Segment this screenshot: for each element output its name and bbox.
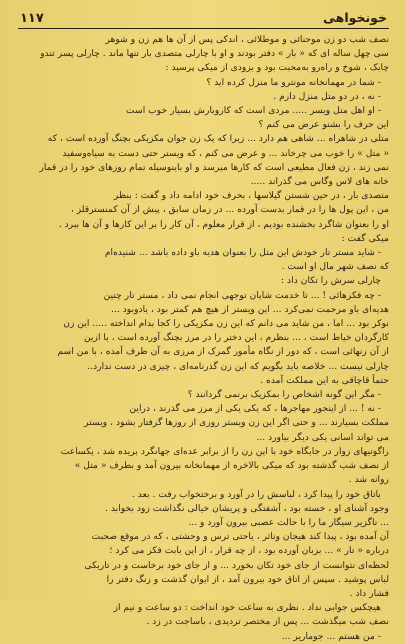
text-line: درباره « تار » ... بزبان آورده بود ، از چه قرار ، از این بابت فکر می کرد ؛ [109, 545, 389, 557]
text-line: هدیه‌ای باو مرحمت نمی‌کرد ... این ویستر از هیچ هم کمتر بود ، یادوبود ... [111, 303, 389, 315]
text-line: « متل » را خوب می چرخاند ... و عرض می کنم ، که ویستر حتی دست به سیاه‌وسفید [62, 147, 389, 159]
text-line: چابک ، شوخ و راه‌رو به‌محبت بود و بزودی از میکی پرسید : [165, 62, 389, 74]
text-line: - شاید مستر تار خودش این متل را بعنوان هدیه باو داده باشد ... شنیده‌ام [104, 247, 381, 259]
text-line: از نصف شب گذشته بود که میکی بالاخره از مهمانخانه بیرون آمد و بطرف « متل » [74, 460, 389, 472]
page-header [18, 6, 389, 29]
text-line: آن آمده بود ، پیدا کند هیجان وناثر ، یاحتی ترس و وحشتی ، که در موقع صحبت [91, 531, 389, 543]
text-line: - نه ، در دو متل منزل دارم . [273, 90, 381, 102]
text-line: این حرف را بشنو عرض می کنم ؟ [258, 119, 389, 131]
text-line: حتماً قاچاقی به این مملکت آمده . [260, 374, 389, 386]
text-line: - شما در مهمانخانه مونترو ما منزل کرده اید ؟ [206, 76, 381, 88]
text-line: وجود آشنای او ، خسته بود ، آشفتگی و پریشان خیالی نگذاشت زود بخوابد . [105, 502, 389, 514]
text-line: نصف شب میگذشت ... پس از مختصر تردیدی ، باساجت در زد . [146, 616, 389, 628]
text-line: - چه فکرهائی ! ... تا خدمت شایان توجهی انجام نمی داد ، مستر تار چنین [103, 289, 381, 301]
text-line: لحظه‌ای نتوانست از جای خود تکان بخورد ... و از جای خود برخاست و در تاریکی [84, 559, 389, 571]
text-line: نوکر بود ... اما ، من شاید می دانم که این زن مکزیکی را کجا بدام انداخته ..... این زن [63, 318, 389, 330]
text-line: نصف شب دو زن موحنائی و موطلائی ، اندکی پس از آن ها هم زن و شوهر [105, 34, 389, 45]
text-line: که نصف شهر مال او است . [281, 261, 389, 273]
text-line: - مگر این گونه اشخاص را بمکزیک برنمی گردانند ؟ [187, 389, 381, 401]
text-line: از آن زنهائی است ، که دور از نگاه مأمور گمرک از مرزی به آن طرف آمده ، با من اسم [57, 346, 389, 358]
text-line: متلی در شاهراه ... شاهی هم دارد ... زیرا که یک زن جوان مکزیکی بچنگ آورده است ، که [47, 133, 389, 145]
text-line: ... ناگزیر سیگار ما را با حالت عصبی بیرون آورد و ... [188, 516, 389, 528]
running-title: خونخواهی [323, 10, 387, 25]
text-line: چارلی نیست ... خلاصه باید بگویم که این زن گذرنامه‌ای ، چیزی در دست ندارد.. [87, 360, 389, 372]
text-line: مملکت بسیارند ... و حتی اگر این زن ویستر روزی از روزها گرفتار بشود ، ویستر [84, 417, 389, 429]
text-line: خانه های لاس وگاس می گذراند ..... [250, 176, 389, 188]
text-line: لباس پوشید . سپس از اتاق خود بیرون آمد ، از ایوان گذشت و زنگ دفتر را [106, 573, 389, 585]
text-line: باتاق خود را پیدا کرد ، لباسش را در آورد و برختخواب رفت . بعد . [131, 488, 381, 500]
text-line: راگوتیهای زوار در جایگاه خود با این زن را از برابر عده‌ای جهانگرد بریده شد ، یکساعت [60, 445, 389, 457]
text-line: - او اهل متل ویسر ..... مردی است که کاروبارش بسیار خوب است [125, 105, 381, 117]
text-line: چارلی سرش را تکان داد : [281, 275, 381, 287]
text-line: میکی گفت : [341, 232, 389, 244]
text-line: نمی زند ، زن فعال مطیعی است که کارها میرسد و او باینوسیله تمام روزهای خود را در قمار [39, 161, 389, 173]
text-line: متصدی بار ، در حین شستن گیلاسها ، بحرف خود ادامه داد و گفت : بنظر [113, 190, 389, 202]
text-line: هیچکس جوابی نداد . نظری به ساعت خود انداخت : دو ساعت و نیم از [113, 602, 381, 614]
text-line: کارگردان خیاط است ، ... بنظرم ، این دختر را در مرز بچنگ آورده است ، یا ازین [83, 332, 389, 344]
text-line: من ، این پول ها را در قمار بدست آورده ... در زمان سابق ، پیش از آن کمنسترقلز ، [70, 204, 389, 216]
text-line: او را بعنوان شاگرد بخشنده بودیم ، از قرار معلوم ، آن کار را بر این کارها و آن ها ببرد . [58, 218, 389, 230]
text-line: سی چهل ساله ای که « بار » دفتر بودند و او با چارلی متصدی بار تنها ماند . چارلی پسر تندو [40, 48, 389, 60]
text-line: می تواند اسانی یکی دیگر بیاورد ... [256, 431, 389, 443]
text-line: - نه ! ... از اینجور مهاجرها ، که یکی یکی از مرز می گذرند ، دراین [129, 403, 381, 415]
text-line: - من هستم ... جوماریر ... [281, 630, 381, 642]
text-line: روانه شد . [348, 474, 389, 486]
page-body [18, 33, 389, 644]
page-number: ۱۱۷ [20, 11, 44, 26]
text-line: فشار داد . [349, 587, 389, 599]
